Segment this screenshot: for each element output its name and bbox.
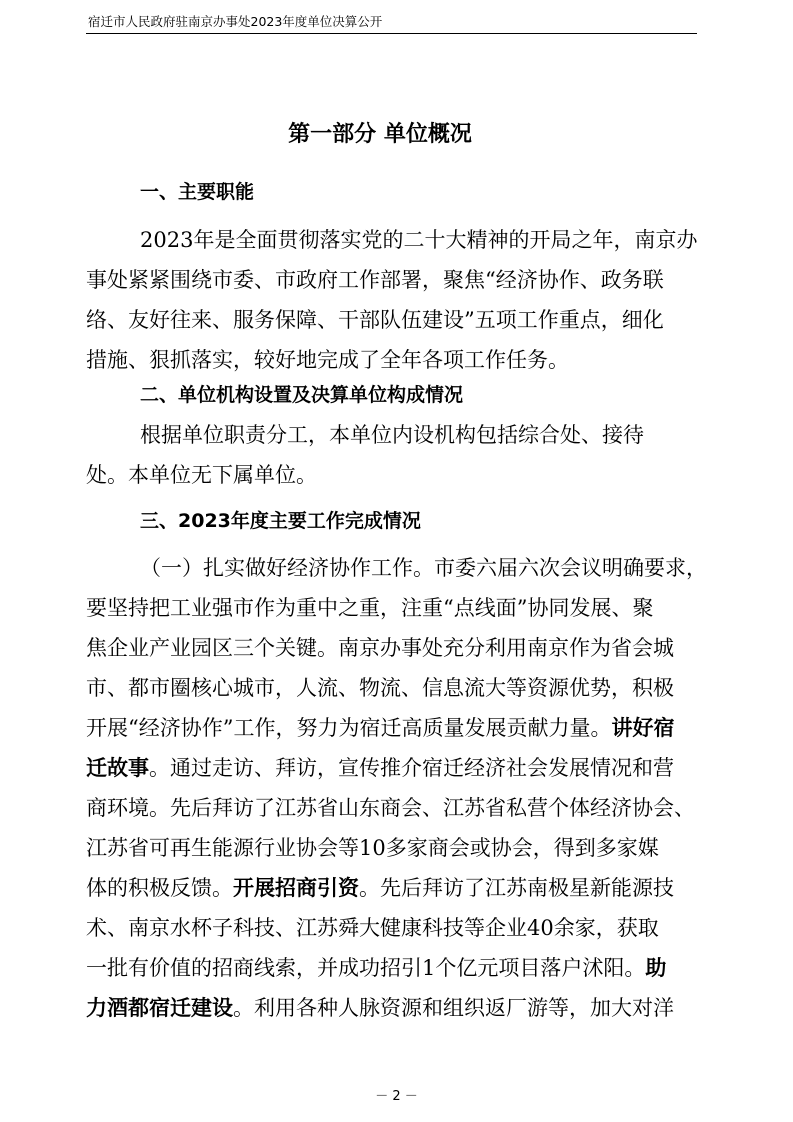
section-3-paragraph [86, 548, 707, 1028]
page-title: 第一部分 单位概况 [288, 122, 472, 147]
section-heading-3: 三、2023年度主要工作完成情况 [140, 510, 421, 532]
text-run: 。通过走访、拜访，宣传推介宿迁经济社会发展情况和营 [149, 756, 674, 780]
paragraph-line: 处。本单位无下属单位。 [86, 463, 317, 487]
text-run: 。先后拜访了江苏南极星新能源技 [359, 876, 674, 900]
paragraph-line [86, 868, 698, 908]
paragraph-line: 事处紧紧围绕市委、市政府工作部署，聚焦“经济协作、政务联 [86, 268, 664, 292]
page-number: － 2 － [375, 1089, 418, 1104]
paragraph-line: 焦企业产业园区三个关键。南京办事处充分利用南京作为省会城 [86, 636, 674, 660]
section-heading-1: 一、主要职能 [140, 181, 255, 203]
paragraph-line [86, 748, 698, 788]
paragraph-line [86, 708, 698, 748]
bold-keyword: 迁故事 [86, 756, 149, 780]
header-rule [86, 33, 697, 34]
text-run: 开展“经济协作”工作，努力为宿迁高质量发展贡献力量。 [86, 716, 612, 740]
paragraph-line: 2023年是全面贯彻落实党的二十大精神的开局之年，南京办 [140, 228, 698, 252]
paragraph-line [86, 988, 698, 1028]
paragraph-line: 络、友好往来、服务保障、干部队伍建设”五项工作重点，细化 [86, 308, 664, 332]
paragraph-line: 江苏省可再生能源行业协会等10多家商会或协会，得到多家媒 [86, 836, 659, 860]
paragraph-line: 要坚持把工业强市作为重中之重，注重“点线面”协同发展、聚 [86, 596, 654, 620]
paragraph-line: 市、都市圈核心城市，人流、物流、信息流大等资源优势，积极 [86, 676, 674, 700]
section-heading-2: 二、单位机构设置及决算单位构成情况 [140, 384, 464, 406]
running-header: 宿迁市人民政府驻南京办事处2023年度单位决算公开 [88, 14, 383, 29]
paragraph-line [86, 948, 698, 988]
paragraph-line: 商环境。先后拜访了江苏省山东商会、江苏省私营个体经济协会、 [86, 796, 695, 820]
section-2-paragraph [86, 415, 698, 495]
paragraph-line: 根据单位职责分工，本单位内设机构包括综合处、接待 [140, 423, 644, 447]
bold-keyword: 讲好宿 [611, 716, 675, 740]
bold-keyword: 开展招商引资 [233, 876, 359, 900]
bold-keyword: 助 [645, 956, 667, 980]
bold-keyword: 力酒都宿迁建设 [86, 996, 233, 1020]
text-run: 体的积极反馈。 [86, 876, 233, 900]
text-run: 一批有价值的招商线索，并成功招引1个亿元项目落户沭阳。 [86, 956, 646, 980]
paragraph-line: 术、南京水杯子科技、江苏舜大健康科技等企业40余家，获取 [86, 916, 659, 940]
text-run: 。利用各种人脉资源和组织返厂游等，加大对洋 [233, 996, 674, 1020]
section-1-paragraph [86, 220, 698, 380]
paragraph-line: 措施、狠抓落实，较好地完成了全年各项工作任务。 [86, 348, 569, 372]
paragraph-line: （一）扎实做好经济协作工作。市委六届六次会议明确要求， [140, 556, 707, 580]
